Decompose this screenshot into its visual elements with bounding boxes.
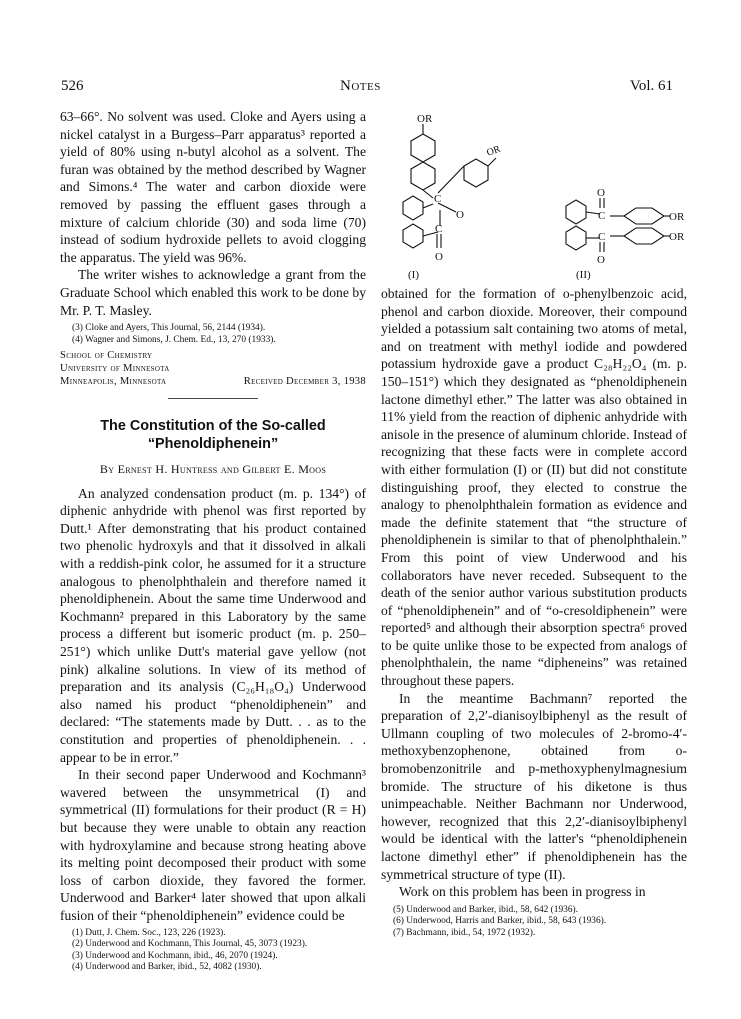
or-label: OR <box>669 211 685 223</box>
structure-label-II: (II) <box>576 269 591 280</box>
page-number: 526 <box>61 78 84 94</box>
left-column <box>60 108 366 974</box>
footnote: (2) Underwood and Kochmann, This Journal, 45, 3073 (1923). <box>72 939 308 950</box>
footnote: (3) Cloke and Ayers, This Journal, 56, 2144 (1934). <box>72 323 266 334</box>
atom-label: C <box>435 223 443 235</box>
footnote: (1) Dutt, J. Chem. Soc., 123, 226 (1923). <box>72 927 226 938</box>
paragraph: Work on this problem has been in progress in <box>399 884 646 900</box>
or-label: OR <box>669 231 685 243</box>
footnote: (4) Underwood and Barker, ibid., 52, 4082 (1930). <box>72 962 262 973</box>
address-line: Minneapolis, Minnesota <box>60 375 167 387</box>
atom-label: C <box>434 193 442 205</box>
paragraph: An analyzed condensation product (m. p. 134°) of diphenic anhydride with phenol was first reported by Dutt.¹ After demonstrating that his product contained two phenolic hydroxyls and that it dissolved in alkali with a reddish-pink color, he assumed for it a structure analogous to phenolphthalein and therefore named it phenoldiphenein. About the same time Underwood and Kochmann² prepared in this Laboratory by the same process a different but isomeric product (m. p. 250–251°) which unlike Dutt's material gave yellow (not pink) alkaline solutions. In view of its method of preparation and its analysis (C₂₆H₁₈O₄) Underwood also named his product “phenoldiphenein” and declared: “The statements made by Dutt. . . as to the constitution and properties of phenoldiphenein. . . appear to be in error.” <box>60 485 366 765</box>
divider <box>168 398 258 399</box>
paragraph: 63–66°. No solvent was used. Cloke and Ayers using a nickel catalyst in a Burgess–Parr apparatus³ reported a yield of 80% using n-butyl alcohol as a solvent. The furan was obtained by the method described by Wagner and Simons.⁴ The water and carbon dioxide were removed by passing the effluent gases through a mixture of calcium chloride (30) and soda lime (70) instead of sodium hydroxide pellets to avoid clogging the apparatus. The yield was 96%. <box>60 109 366 265</box>
article-title: “Phenoldiphenein” <box>147 436 279 453</box>
footnote: (5) Underwood and Barker, ibid., 58, 642 (1936). <box>393 904 579 915</box>
atom-label: C <box>598 210 606 222</box>
running-head: Notes <box>340 78 381 94</box>
paragraph: The writer wishes to acknowledge a grant from the Graduate School which enabled this work to be done by Mr. P. T. Masley. <box>60 267 366 318</box>
atom-label: O <box>597 187 605 199</box>
structure-diagram <box>378 108 688 280</box>
footnote: (6) Underwood, Harris and Barker, ibid., 58, 643 (1936). <box>393 916 607 927</box>
paragraph: obtained for the formation of o-phenylbenzoic acid, phenol and carbon dioxide. Moreover, their compound yielded a potassium salt containing two atoms of metal, and on treatment with methyl iodide and powdered potassium hydroxide gave a product C₂₈H₂₂O₄ (m. p. 150–151°) which they designated as “phenoldiphenein lactone dimethyl ether.” The latter was also obtained in 11% yield from the reaction of diphenic anhydride with anisole in the presence of aluminum chloride. Instead of recognizing that these facts were in complete accord with either formulation (I) or (II) but did not constitute distinguishing proof, they elected to construe the analogy to phenolphthalein formation as evidence and made the definite statement that “the structure of phenoldiphenein is similar to that of phenolphthalein.” From this point of view Underwood and his collaborators have never receded. Subsequent to the death of the senior author various substitution products of “phenoldiphenein” and of “o-cresoldiphenein” were reported⁵ and although their absorption spectra⁶ proved to be quite unlike those to be expected from analogs of phenolphthalein, the name “dipheneins” was retained throughout these papers. <box>381 286 687 689</box>
address-line: University of Minnesota <box>60 362 170 374</box>
atom-label: O <box>597 254 605 266</box>
article-title: The Constitution of the So-called <box>100 418 326 435</box>
footnote: (3) Underwood and Kochmann, ibid., 46, 2070 (1924). <box>72 950 278 961</box>
or-label: OR <box>417 113 433 125</box>
footnote: (7) Bachmann, ibid., 54, 1972 (1932). <box>393 927 536 938</box>
right-column <box>381 285 687 940</box>
paragraph: In their second paper Underwood and Kochmann³ wavered between the unsymmetrical (I) and symmetrical (II) formulations for their product (R = H) but because they were unable to obtain any reaction with hydroxylamine and because strong heating above its melting point decomposed their product with some loss of carbon dioxide, they favored the former. Underwood and Barker⁴ later showed that upon alkali fusion of their “phenoldiphenein” evidence could be <box>60 767 366 923</box>
atom-label: O <box>456 209 464 221</box>
atom-label: O <box>435 251 443 263</box>
or-label: OR <box>485 143 503 159</box>
received-date: Received December 3, 1938 <box>243 375 366 387</box>
address-line: School of Chemistry <box>60 350 153 362</box>
byline: By Ernest H. Huntress and Gilbert E. Moos <box>99 462 327 477</box>
atom-label: C <box>598 231 606 243</box>
paragraph: In the meantime Bachmann⁷ reported the preparation of 2,2′-dianisoylbiphenyl as the result of Ullmann coupling of two molecules of 2-bromo-4′-methoxybenzophenone, obtained from o-bromobenzonitrile and p-methoxyphenylmagnesium bromide. The structure of his diketone is thus unimpeachable. Neither Bachmann nor Underwood, however, recognized that this 2,2′-dianisoylbiphenyl would be identical with the latter's “phenoldiphenein lactone dimethyl ether” if phenoldiphenein has the symmetrical structure of type (II). <box>381 690 687 882</box>
footnote: (4) Wagner and Simons, J. Chem. Ed., 13, 270 (1933). <box>72 334 276 345</box>
volume-label: Vol. 61 <box>629 78 673 94</box>
structure-label-I: (I) <box>408 269 419 280</box>
